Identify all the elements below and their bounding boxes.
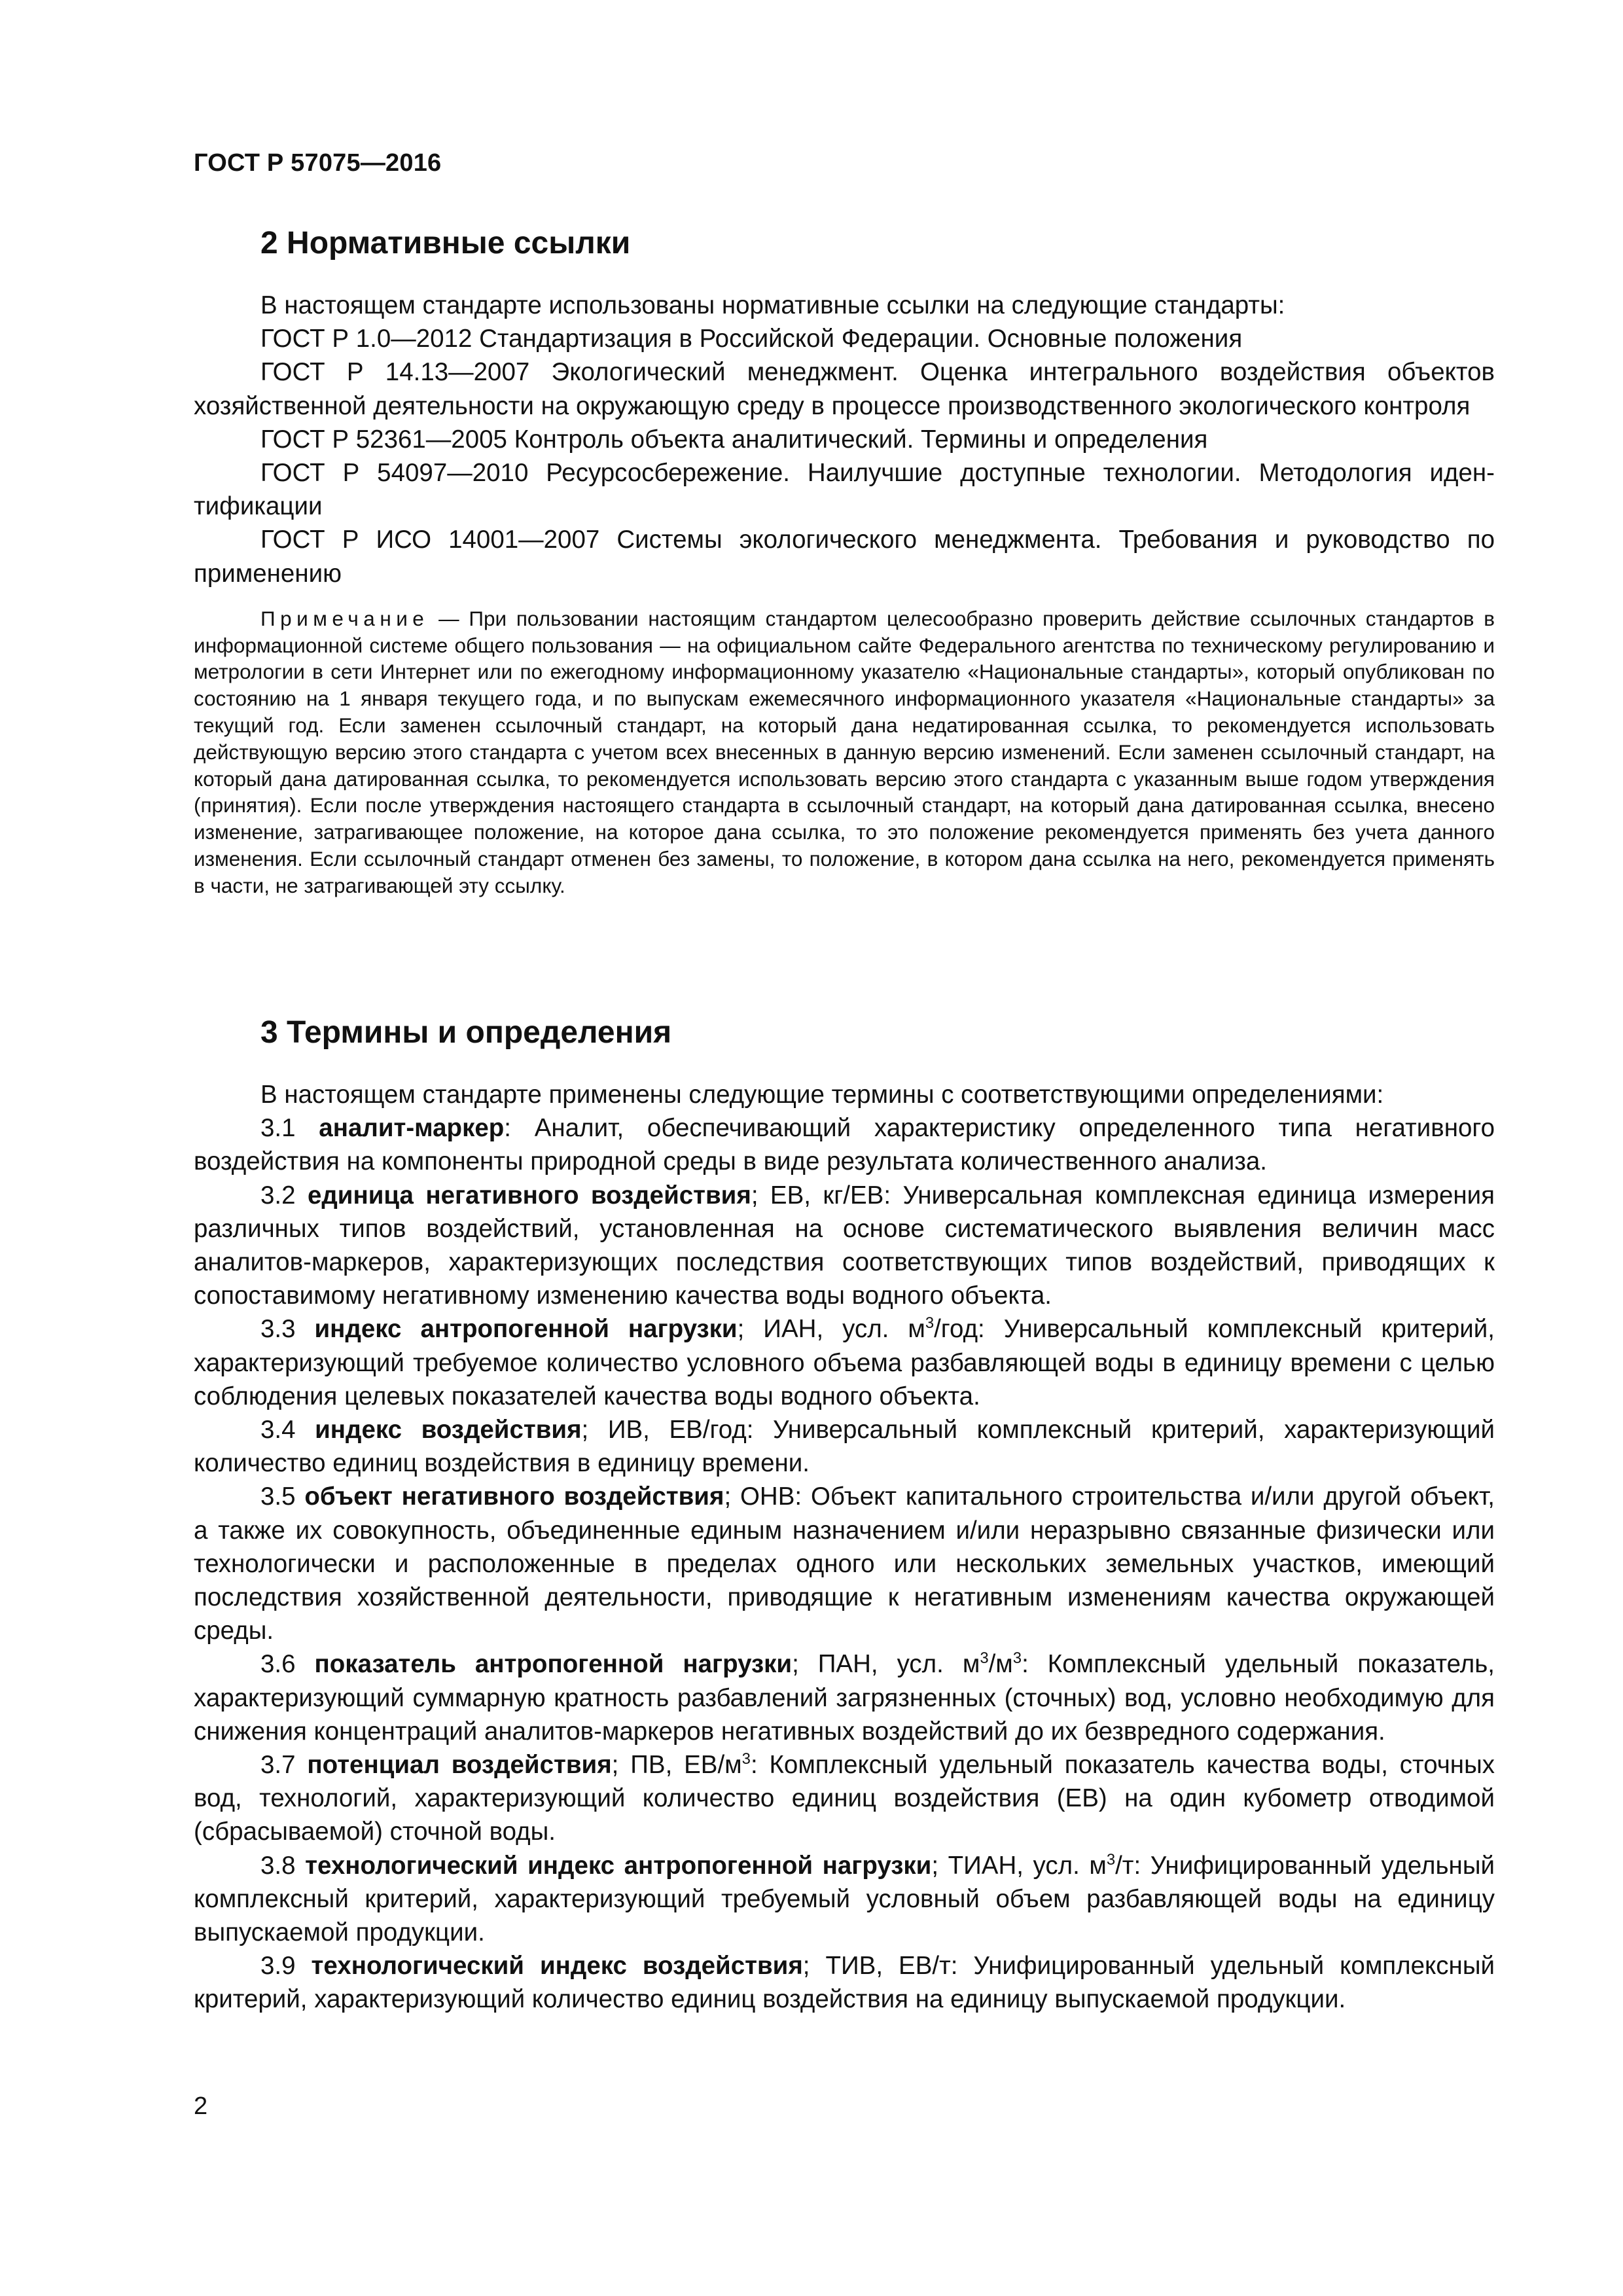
section-title: 3 Термины и определения: [260, 1015, 672, 1050]
page-number: 2: [194, 2092, 208, 2120]
reference-item: ГОСТ Р 1.0—2012 Стандартизация в Российской Федерации. Основные положения: [260, 325, 1243, 353]
reference-item: ГОСТ Р 52361—2005 Контроль объекта аналитический. Термины и определения: [260, 425, 1208, 454]
section-normative-references: [194, 224, 1495, 899]
term-name: единица негативного воздействия: [307, 1181, 751, 1210]
note-block: [194, 605, 1495, 899]
term-name: объект негативного воздействия: [304, 1482, 724, 1511]
reference-item: ГОСТ Р 54097—2010 Ресурсосбережение. Наилучшие доступные технологии. Методология идентификации: [194, 459, 1495, 521]
term-definition: 3.1 аналит-маркер: Аналит, обеспечивающий характеристику определенного типа негативного воздействия на компоненты природной среды в виде результата количественного анализа.: [194, 1114, 1495, 1176]
term-definition: 3.2 единица негативного воздействия; ЕВ, кг/ЕВ: Универсальная комплексная единица измерения различных типов воздействий, установленная на основе систематического выявления величин масс аналитов-маркеров, характеризующих последствия соответствующих типов воздействий, приводящих к сопоставимому негативному изменению качества воды водного объекта.: [194, 1181, 1495, 1310]
note-text: — При пользовании настоящим стандартом целесообразно проверить действие ссылочных стандартов в информационной системе общего пользования — на официальном сайте Федерального агентства по техническому регулированию и метрологии в сети Интернет или по ежегодному информационному указателю «Национальные стандарты», который опубликован по состоянию на 1 января текущего года, и по выпускам ежемесячного информационного указателя «Национальные стандарты» за текущий год. Если заменен ссылочный стандарт, на который дана недатированная ссылка, то рекомендуется использовать действующую версию этого стандарта с учетом всех внесенных в данную версию изменений. Если заменен ссылочный стандарт, на который дана датированная ссылка, то рекомендуется использовать версию этого стандарта с указанным выше годом утверждения (принятия). Если после утверждения настоящего стандарта в ссылочный стандарт, на который дана датированная ссылка, внесено изменение, затрагивающее положение, на которое дана ссылка, то это положение рекомендуется применять без учета данного изменения. Если ссылочный стандарт отменен без замены, то положение, в котором дана ссылка на него, рекомендуется применять в части, не затрагивающей эту ссылку.: [194, 606, 1495, 897]
section-intro: В настоящем стандарте применены следующие термины с соответствующими определениями:: [260, 1081, 1384, 1109]
note-label: Примечание: [260, 606, 429, 630]
term-definition: 3.3 индекс антропогенной нагрузки; ИАН, усл. $м^3$/год: Универсальный комплексный критерий, характеризующий требуемое количество условного объема разбавляющей воды в единицу времени с целью соблюдения целевых показателей качества воды водного объекта.: [194, 1314, 1495, 1410]
section-terms-definitions: [194, 1013, 1495, 2017]
term-definition: 3.8 технологический индекс антропогенной нагрузки; ТИАН, усл. $м^3/т$: Унифицированный удельный комплексный критерий, характеризующий требуемый условный объем разбавляющей воды на единицу выпускаемой продукции.: [194, 1850, 1495, 1947]
section-title: 2 Нормативные ссылки: [260, 226, 631, 260]
term-name: аналит-маркер: [319, 1114, 505, 1143]
term-name: потенциал воздействия: [307, 1751, 612, 1780]
term-name: технологический индекс антропогенной нагрузки: [305, 1851, 932, 1880]
term-definition: 3.4 индекс воздействия; ИВ, ЕВ/год: Универсальный комплексный критерий, характеризующий количество единиц воздействия в единицу времени.: [194, 1416, 1495, 1478]
term-name: индекс антропогенной нагрузки: [314, 1315, 738, 1344]
term-definition: 3.5 объект негативного воздействия; ОНВ: Объект капитального строительства и/или другой объект, а также их совокупность, объединенные единым назначением и/или неразрывно связанные физически или технологически и расположенные в пределах одного или нескольких земельных участков, имеющий последствия хозяйственной деятельности, приводящие к негативным изменениям качества окружающей среды.: [194, 1482, 1495, 1645]
reference-item: ГОСТ Р 14.13—2007 Экологический менеджмент. Оценка интегрального воздействия объектов хозяйственной деятельности на окружающую среду в процессе производственного экологического контроля: [194, 358, 1495, 420]
reference-item: ГОСТ Р ИСО 14001—2007 Системы экологического менеджмента. Требования и руководство по применению: [194, 526, 1495, 588]
term-definition: 3.6 показатель антропогенной нагрузки; ПАН, усл. $м^3/м^3$: Комплексный удельный показатель, характеризующий суммарную кратность разбавлений загрязненных (сточных) вод, условно необходимую для снижения концентраций аналитов-маркеров негативных воздействий до их безвредного содержания.: [194, 1649, 1495, 1746]
term-definition: 3.9 технологический индекс воздействия; ТИВ, ЕВ/т: Унифицированный удельный комплексный критерий, характеризующий количество единиц воздействия на единицу выпускаемой продукции.: [194, 1952, 1495, 2014]
term-name: индекс воздействия: [315, 1416, 582, 1444]
section-intro: В настоящем стандарте использованы нормативные ссылки на следующие стандарты:: [260, 291, 1285, 319]
document-code-header: ГОСТ Р 57075—2016: [194, 149, 442, 177]
term-definition: 3.7 потенциал воздействия; ПВ, $ЕВ/м^3$: Комплексный удельный показатель качества воды, сточных вод, технологий, характеризующий количество единиц воздействия (ЕВ) на один кубометр отводимой (сбрасываемой) сточной воды.: [194, 1750, 1495, 1846]
term-name: показатель антропогенной нагрузки: [314, 1650, 793, 1679]
term-name: технологический индекс воздействия: [311, 1952, 803, 1981]
